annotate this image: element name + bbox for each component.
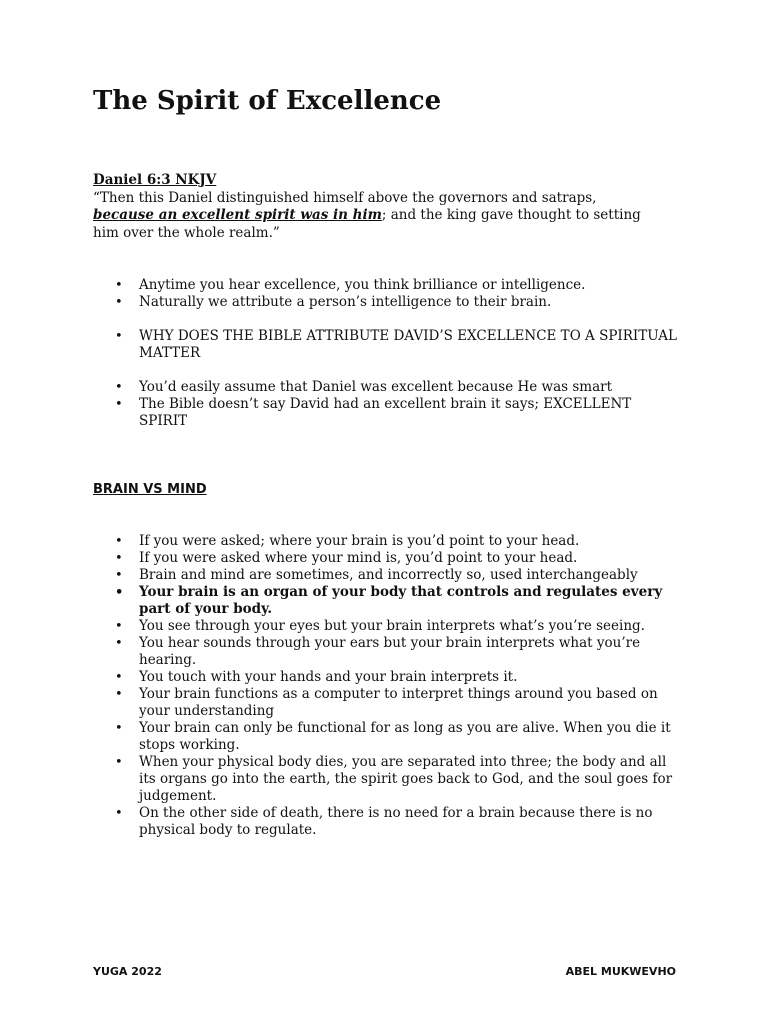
scripture-reference: Daniel 6:3 NKJV [93,172,217,188]
list-item: • You’d easily assume that Daniel was excellent because He was smart [139,379,679,396]
page-title: The Spirit of Excellence [93,86,442,116]
footer-right-text: ABEL MUKWEVHO [565,965,676,978]
brain-bullet-list [139,533,679,839]
quote-text-end: ; and the king gave thought to setting him over the whole realm.” [93,207,641,241]
section-heading-brain-vs-mind: BRAIN VS MIND [93,482,207,497]
list-item: • Brain and mind are sometimes, and incorrectly so, used interchangeably [139,567,679,584]
list-item: • If you were asked; where your brain is you’d point to your head. [139,533,679,550]
quote-text-start: “Then this Daniel distinguished himself above the governors and satraps, [93,190,597,206]
list-item: • Anytime you hear excellence, you think brilliance or intelligence. [139,277,679,294]
list-item: • Naturally we attribute a person’s intelligence to their brain. [139,294,679,311]
list-item: • You hear sounds through your ears but your brain interprets what you’re hearing. [139,635,679,669]
list-item: • You see through your eyes but your brain interprets what’s you’re seeing. [139,618,679,635]
list-item: • Your brain can only be functional for as long as you are alive. When you die it stops working. [139,720,679,754]
intro-bullet-list-3 [139,379,679,430]
list-item: • You touch with your hands and your brain interprets it. [139,669,679,686]
intro-bullet-list-1 [139,277,679,311]
list-item: • If you were asked where your mind is, you’d point to your head. [139,550,679,567]
list-item: • On the other side of death, there is no need for a brain because there is no physical body to regulate. [139,805,679,839]
list-item: • When your physical body dies, you are separated into three; the body and all its organs go into the earth, the spirit goes back to God, and the soul goes for judgement. [139,754,679,805]
list-item: • The Bible doesn’t say David had an excellent brain it says; EXCELLENT SPIRIT [139,396,679,430]
footer-left-text: YUGA 2022 [93,965,162,978]
intro-bullet-list-2 [139,328,679,362]
list-item: • Your brain is an organ of your body that controls and regulates every part of your body. [139,584,679,618]
list-item: • WHY DOES THE BIBLE ATTRIBUTE DAVID’S EXCELLENCE TO A SPIRITUAL MATTER [139,328,679,362]
quote-emphasis: because an excellent spirit was in him [93,207,382,224]
scripture-quote [93,190,653,242]
list-item: • Your brain functions as a computer to interpret things around you based on your understanding [139,686,679,720]
